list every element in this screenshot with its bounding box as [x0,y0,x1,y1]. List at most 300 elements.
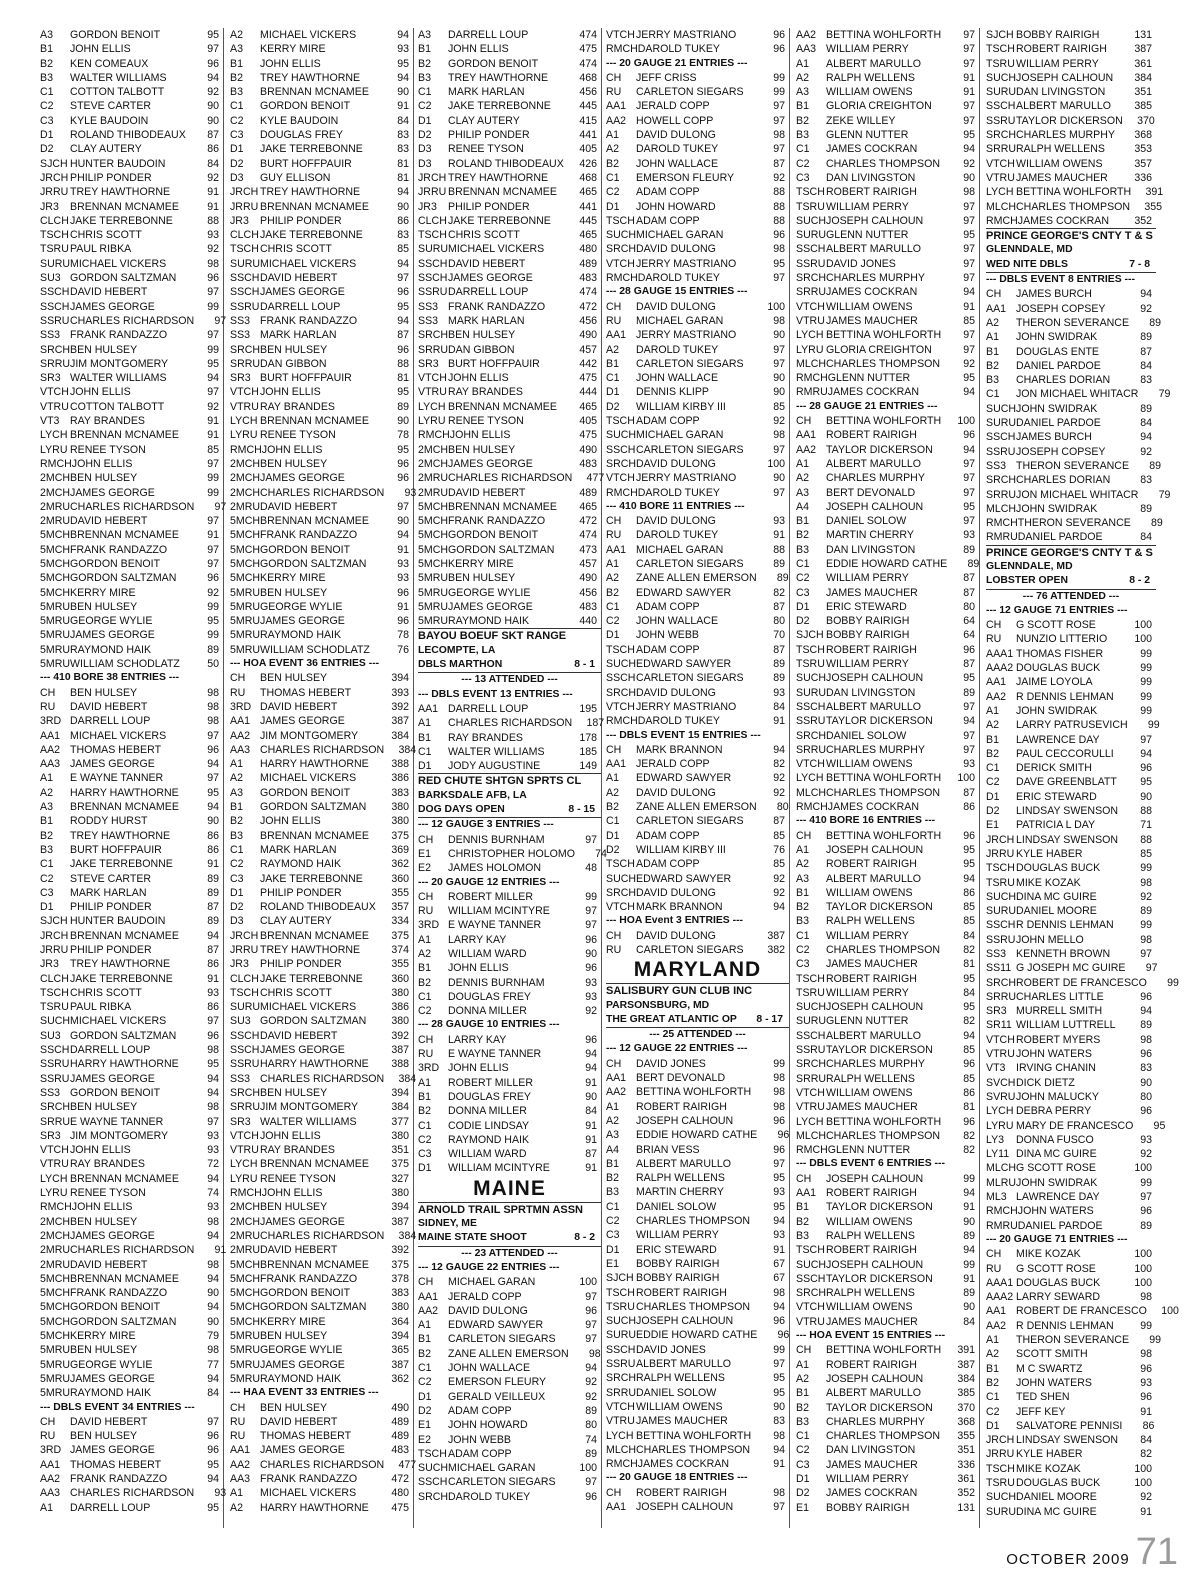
result-row [40,285,223,299]
result-row [986,918,1156,932]
shooter-name: JOHN WALLACE [448,1362,531,1375]
class-code: B1 [606,1157,619,1170]
class-code: VTCH [796,758,825,771]
result-row [796,343,979,357]
shooter-name: WILLIAM OWENS [826,1086,913,1099]
shooter-name: EMERSON FLEURY [448,1376,547,1389]
result-row [40,714,223,728]
score: 91 [585,1076,597,1089]
result-row [230,142,413,156]
shooter-name: CHARLES THOMPSON [636,1300,751,1313]
result-row [40,786,223,800]
class-code: RMCH [606,1458,638,1471]
result-row [606,71,789,85]
result-row [418,200,601,214]
class-code: SRRU [606,1386,637,1399]
score: 465 [579,229,597,242]
shooter-name: DANIEL SOLOW [636,1200,717,1213]
score: 100 [767,300,785,313]
shooter-name: DENNIS BURNHAM [448,833,545,846]
class-code: TSCH [606,858,635,871]
score: 96 [397,615,409,628]
shooter-name: BRENNAN MCNAMEE [448,186,557,199]
result-row [986,847,1156,861]
class-code: 2MCH [230,486,261,499]
score: 89 [1149,459,1162,472]
shooter-name: GORDON SALTZMAN [70,272,177,285]
class-code: RMRU [986,1219,1018,1232]
score: 96 [397,586,409,599]
event-header: --- 28 GAUGE 21 ENTRIES --- [796,400,938,412]
class-code: VTRU [796,1101,825,1114]
result-row [418,1061,601,1075]
class-code: A1 [796,1358,809,1371]
score: 92 [773,786,785,799]
result-row [986,1347,1156,1361]
result-row [986,345,1156,359]
score: 187 [586,717,605,730]
result-row [40,1186,223,1200]
shooter-name: DAN GIBBON [260,357,327,370]
class-code: C1 [606,171,620,184]
score: 456 [579,586,597,599]
shooter-name: ERIC STEWARD [826,600,907,613]
shooter-name: MARTIN CHERRY [636,1186,724,1199]
result-row [230,385,413,399]
result-row [796,443,979,457]
shooter-name: ALBERT MARULLO [826,57,921,70]
class-code: VTCH [606,257,635,270]
class-code: C3 [606,1229,620,1242]
shooter-name: DAVID DULONG [636,300,716,313]
result-row [796,228,979,242]
class-code: RMCH [986,517,1018,530]
score: 91 [214,1244,227,1257]
shooter-name: ALBERT MARULLO [826,872,921,885]
score: 89 [397,400,409,413]
class-code: AA3 [230,1472,251,1485]
result-row [986,1061,1156,1075]
score: 97 [963,100,975,113]
result-row [796,1200,979,1214]
score: 97 [1145,962,1158,975]
class-code: 2MCH [230,457,261,470]
score: 96 [207,1430,219,1443]
score: 387 [391,1215,409,1228]
class-code: VTCH [606,901,635,914]
score: 94 [585,1048,597,1061]
shooter-name: G SCOTT ROSE [1016,619,1096,632]
class-code: AA2 [40,743,61,756]
score: 93 [773,686,785,699]
shooter-name: JOHN WALLACE [636,157,719,170]
result-row [986,1119,1166,1133]
score: 96 [773,1114,785,1127]
class-code: SSCH [230,1044,260,1057]
result-row [40,28,223,42]
result-row [796,1415,979,1429]
score: 95 [773,257,785,270]
result-row [796,1215,979,1229]
class-code: B1 [418,962,431,975]
result-row [796,1172,979,1186]
shooter-name: ALBERT MARULLO [826,243,921,256]
class-code: TSCH [606,415,635,428]
score: 91 [963,1201,975,1214]
score: 97 [207,557,219,570]
score: 445 [579,100,597,113]
score: 97 [773,1500,785,1513]
result-row [986,675,1156,689]
class-code: AAA1 [986,1276,1014,1289]
score: 378 [391,1272,409,1285]
class-code: SRRU [40,357,71,370]
shooter-name: BRENNAN MCNAMEE [260,1158,369,1171]
club-name: ARNOLD TRAIL SPRTMN ASSN [418,1202,601,1217]
shooter-name: DAVID DULONG [636,243,716,256]
score: 90 [963,1215,975,1228]
class-code: C3 [796,1458,810,1471]
class-code: SSCH [418,257,448,270]
shooter-name: BRENNAN MCNAMEE [70,929,179,942]
score: 94 [207,1272,219,1285]
result-row [230,914,413,928]
shooter-name: TAYLOR DICKERSON [826,443,933,456]
class-code: SSRU [606,1358,636,1371]
class-code: TSCH [418,229,447,242]
result-row [986,445,1156,459]
class-code: D1 [796,600,810,613]
shooter-name: HARRY HAWTHORNE [260,1058,369,1071]
score: 89 [1149,316,1162,329]
class-code: LYCH [796,329,824,342]
shooter-name: BOBBY RAIRIGH [636,1257,720,1270]
class-code: C2 [986,776,1000,789]
shooter-name: JOHN ELLIS [71,1201,133,1214]
score: 100 [1134,1476,1152,1489]
score: 97 [207,515,219,528]
score: 97 [585,1290,597,1303]
shooter-name: EDDIE HOWARD CATHE [636,1329,758,1342]
score: 83 [773,1415,785,1428]
score: 88 [397,357,409,370]
score: 384 [1134,71,1152,84]
score: 90 [1140,790,1152,803]
score: 91 [1140,1505,1152,1518]
result-row [606,643,789,657]
shooter-name: BEN HULSEY [260,1201,328,1214]
result-row [418,1433,601,1447]
result-row [606,1114,789,1128]
score: 94 [963,143,975,156]
class-code: SRCH [606,686,637,699]
shooter-name: ALBERT MARULLO [826,457,921,470]
result-row [796,829,979,843]
class-code: AA2 [418,1304,439,1317]
result-row [986,1433,1156,1447]
shooter-name: JOHN WATERS [1016,1048,1092,1061]
score: 95 [773,1200,785,1213]
class-code: 2MRU [418,486,449,499]
shooter-name: MICHAEL VICKERS [70,729,167,742]
score: 96 [207,1444,219,1457]
class-code: 2MCH [40,1215,71,1228]
shooter-name: TAYLOR DICKERSON [826,1401,933,1414]
class-code: A1 [418,933,431,946]
shooter-name: BETTINA WOHLFORTH [636,1086,752,1099]
result-row [796,171,979,185]
class-code: 5MCH [230,543,261,556]
shooter-name: WILLIAM SCHODLATZ [70,658,180,671]
result-row [986,990,1156,1004]
class-code: SURU [230,257,261,270]
class-code: JRRU [40,186,69,199]
result-row [796,628,979,642]
result-row [606,929,789,943]
shooter-name: DANIEL SOLOW [826,729,907,742]
shooter-name: DAROLD TUKEY [448,1490,531,1503]
score: 93 [963,529,975,542]
score: 91 [585,1133,597,1146]
score: 89 [585,1447,597,1460]
score: 93 [1140,1133,1152,1146]
class-code: C3 [796,586,810,599]
class-code: D1 [606,386,620,399]
event-header: --- 20 GAUGE 18 ENTRIES --- [606,1472,748,1484]
shooter-name: DINA MC GUIRE [1016,1505,1097,1518]
result-row [606,1357,789,1371]
score: 87 [1140,345,1152,358]
shooter-name: BEN HULSEY [70,1215,138,1228]
score: 96 [777,1329,790,1342]
score: 89 [963,1229,975,1242]
score: 93 [214,1487,227,1500]
result-row [230,1258,413,1272]
score: 475 [579,429,597,442]
result-row [986,1505,1156,1519]
class-code: 5MCH [230,515,261,528]
result-row [418,1133,601,1147]
score: 391 [957,1344,975,1357]
score: 82 [963,944,975,956]
shooter-name: ZANE ALLEN EMERSON [448,1347,569,1360]
class-code: JR3 [40,200,59,213]
score: 475 [579,43,597,56]
score: 87 [963,586,975,599]
class-code: VTCH [986,1033,1015,1046]
class-code: SRRU [40,1115,71,1128]
score: 185 [579,745,597,758]
class-code: 2MCH [40,472,71,485]
shooter-name: MIKE KOZAK [1016,1462,1081,1475]
class-code: SS11 [986,962,1012,975]
class-code: 2MRU [40,1244,71,1257]
result-row [230,1186,413,1200]
result-row [606,614,789,628]
score: 95 [963,129,975,142]
shooter-name: GEORGE WYLIE [260,1344,343,1357]
class-code: D3 [230,915,244,928]
event-header: --- HOA Event 3 ENTRIES --- [606,915,744,927]
class-code: 5MRU [230,1358,261,1371]
result-row [986,647,1156,661]
shooter-name: BERT DEVONALD [826,486,916,499]
score: 76 [397,643,409,656]
result-row [796,1186,979,1200]
result-row [606,400,789,414]
result-row [230,700,413,714]
score: 95 [773,1172,785,1185]
shooter-name: KERRY MIRE [448,557,514,570]
result-row [418,486,601,500]
class-code: JRCH [230,929,259,942]
shooter-name: CLAY AUTERY [70,143,142,156]
class-code: C2 [796,944,810,956]
shooter-name: MARK BRANNON [636,901,723,914]
shooter-name: CHRIS SCOTT [448,229,520,242]
class-code: B2 [418,57,431,70]
shooter-name: WILLIAM PERRY [826,1472,909,1485]
score: 361 [957,1472,975,1485]
score: 97 [773,343,785,356]
score: 92 [1140,1491,1152,1504]
result-row [230,42,413,56]
score: 95 [963,229,975,242]
class-code: SR3 [986,1005,1007,1018]
shooter-name: JAMES MAUCHER [826,586,918,599]
score: 456 [579,86,597,99]
class-code: AAA2 [986,1291,1014,1304]
result-row [606,628,789,642]
result-row [230,929,413,943]
class-code: RU [606,944,622,956]
shooter-name: KERRY MIRE [260,43,326,56]
score: 94 [207,372,219,385]
shooter-name: EDWARD SAWYER [636,658,732,671]
score: 99 [207,486,219,499]
class-code: CLCH [40,214,69,227]
score: 89 [1140,331,1152,344]
score: 95 [207,29,219,41]
class-code: A1 [796,57,809,70]
score: 375 [391,1158,409,1171]
result-row [230,228,413,242]
score: 98 [207,257,219,270]
class-code: RU [418,905,434,918]
class-code: SSRU [986,114,1016,127]
attendance-count: 76 ATTENDED [1036,590,1106,602]
class-code: SSCH [796,243,826,256]
class-code: TSCH [606,643,635,656]
result-row [40,1157,223,1171]
class-code: 5MRU [40,1358,71,1371]
class-code: SRRU [418,343,449,356]
class-code: 5MRU [418,600,449,613]
result-row [40,771,223,785]
shooter-name: G JOSEPH MC GUIRE [1016,962,1126,975]
score: 405 [579,143,597,156]
shooter-name: CHARLES RICHARDSON [260,1229,385,1242]
result-row [40,1086,223,1100]
shooter-name: JOSEPH CALHOUN [826,214,924,227]
result-row [418,1475,601,1489]
shooter-name: E WAYNE TANNER [70,772,164,785]
class-code: C1 [796,557,810,570]
score: 483 [391,1444,409,1457]
class-code: TSCH [40,986,69,999]
result-row [796,1458,979,1472]
score: 97 [207,457,219,470]
score: 97 [773,357,785,370]
score: 97 [585,1476,597,1489]
class-code: CH [606,515,622,528]
result-row [606,328,789,342]
class-code: C3 [230,872,244,885]
shooter-name: ALBERT MARULLO [636,1157,731,1170]
class-code: D1 [606,629,620,642]
score: 96 [207,57,219,70]
class-code: SRCH [606,457,637,470]
class-code: A2 [606,143,619,156]
class-code: TSCH [986,43,1015,56]
result-row [986,530,1156,544]
result-row [606,900,789,914]
result-row [40,543,223,557]
result-row [796,1501,979,1515]
class-code: B1 [796,886,809,899]
class-code: LYCH [230,415,258,428]
result-row [986,804,1156,818]
shooter-name: CHARLES LITTLE [1016,990,1104,1003]
shooter-name: KERRY MIRE [260,572,326,585]
shooter-name: BEN HULSEY [260,1330,328,1343]
result-row [606,1500,789,1514]
class-code: AA2 [606,114,627,127]
result-row [606,1343,789,1357]
shooter-name: JAMES COCKRAN [1017,214,1110,227]
shooter-name: BEN HULSEY [70,472,138,485]
shooter-name: BETTINA WOHLFORTH [826,772,942,785]
shooter-name: CHRIS SCOTT [70,229,142,242]
shooter-name: FRANK RANDAZZO [260,1272,358,1285]
score: 94 [773,1443,785,1456]
result-row [418,85,601,99]
score: 370 [1137,114,1155,127]
event-header: --- 410 BORE 38 ENTRIES --- [40,672,180,684]
shooter-name: DARRELL LOUP [448,702,529,715]
result-row [796,128,979,142]
score: 97 [963,214,975,227]
result-row [40,1315,223,1329]
score: 74 [585,1433,597,1446]
shooter-name: JAKE TERREBONNE [260,972,363,985]
score: 98 [207,1344,219,1357]
result-row [40,242,223,256]
class-code: AA1 [418,702,439,715]
result-row [230,586,413,600]
score: 89 [1140,1219,1152,1232]
class-code: RU [40,1430,56,1443]
result-row [796,357,979,371]
class-code: 5MCH [418,557,449,570]
result-row [40,1386,223,1400]
class-code: JRRU [40,944,69,956]
class-code: SS3 [40,329,61,342]
shooter-name: HUNTER BAUDOIN [70,157,166,170]
shooter-name: RAYMOND HAIK [448,1133,530,1146]
result-row [796,843,979,857]
result-row [986,1004,1156,1018]
